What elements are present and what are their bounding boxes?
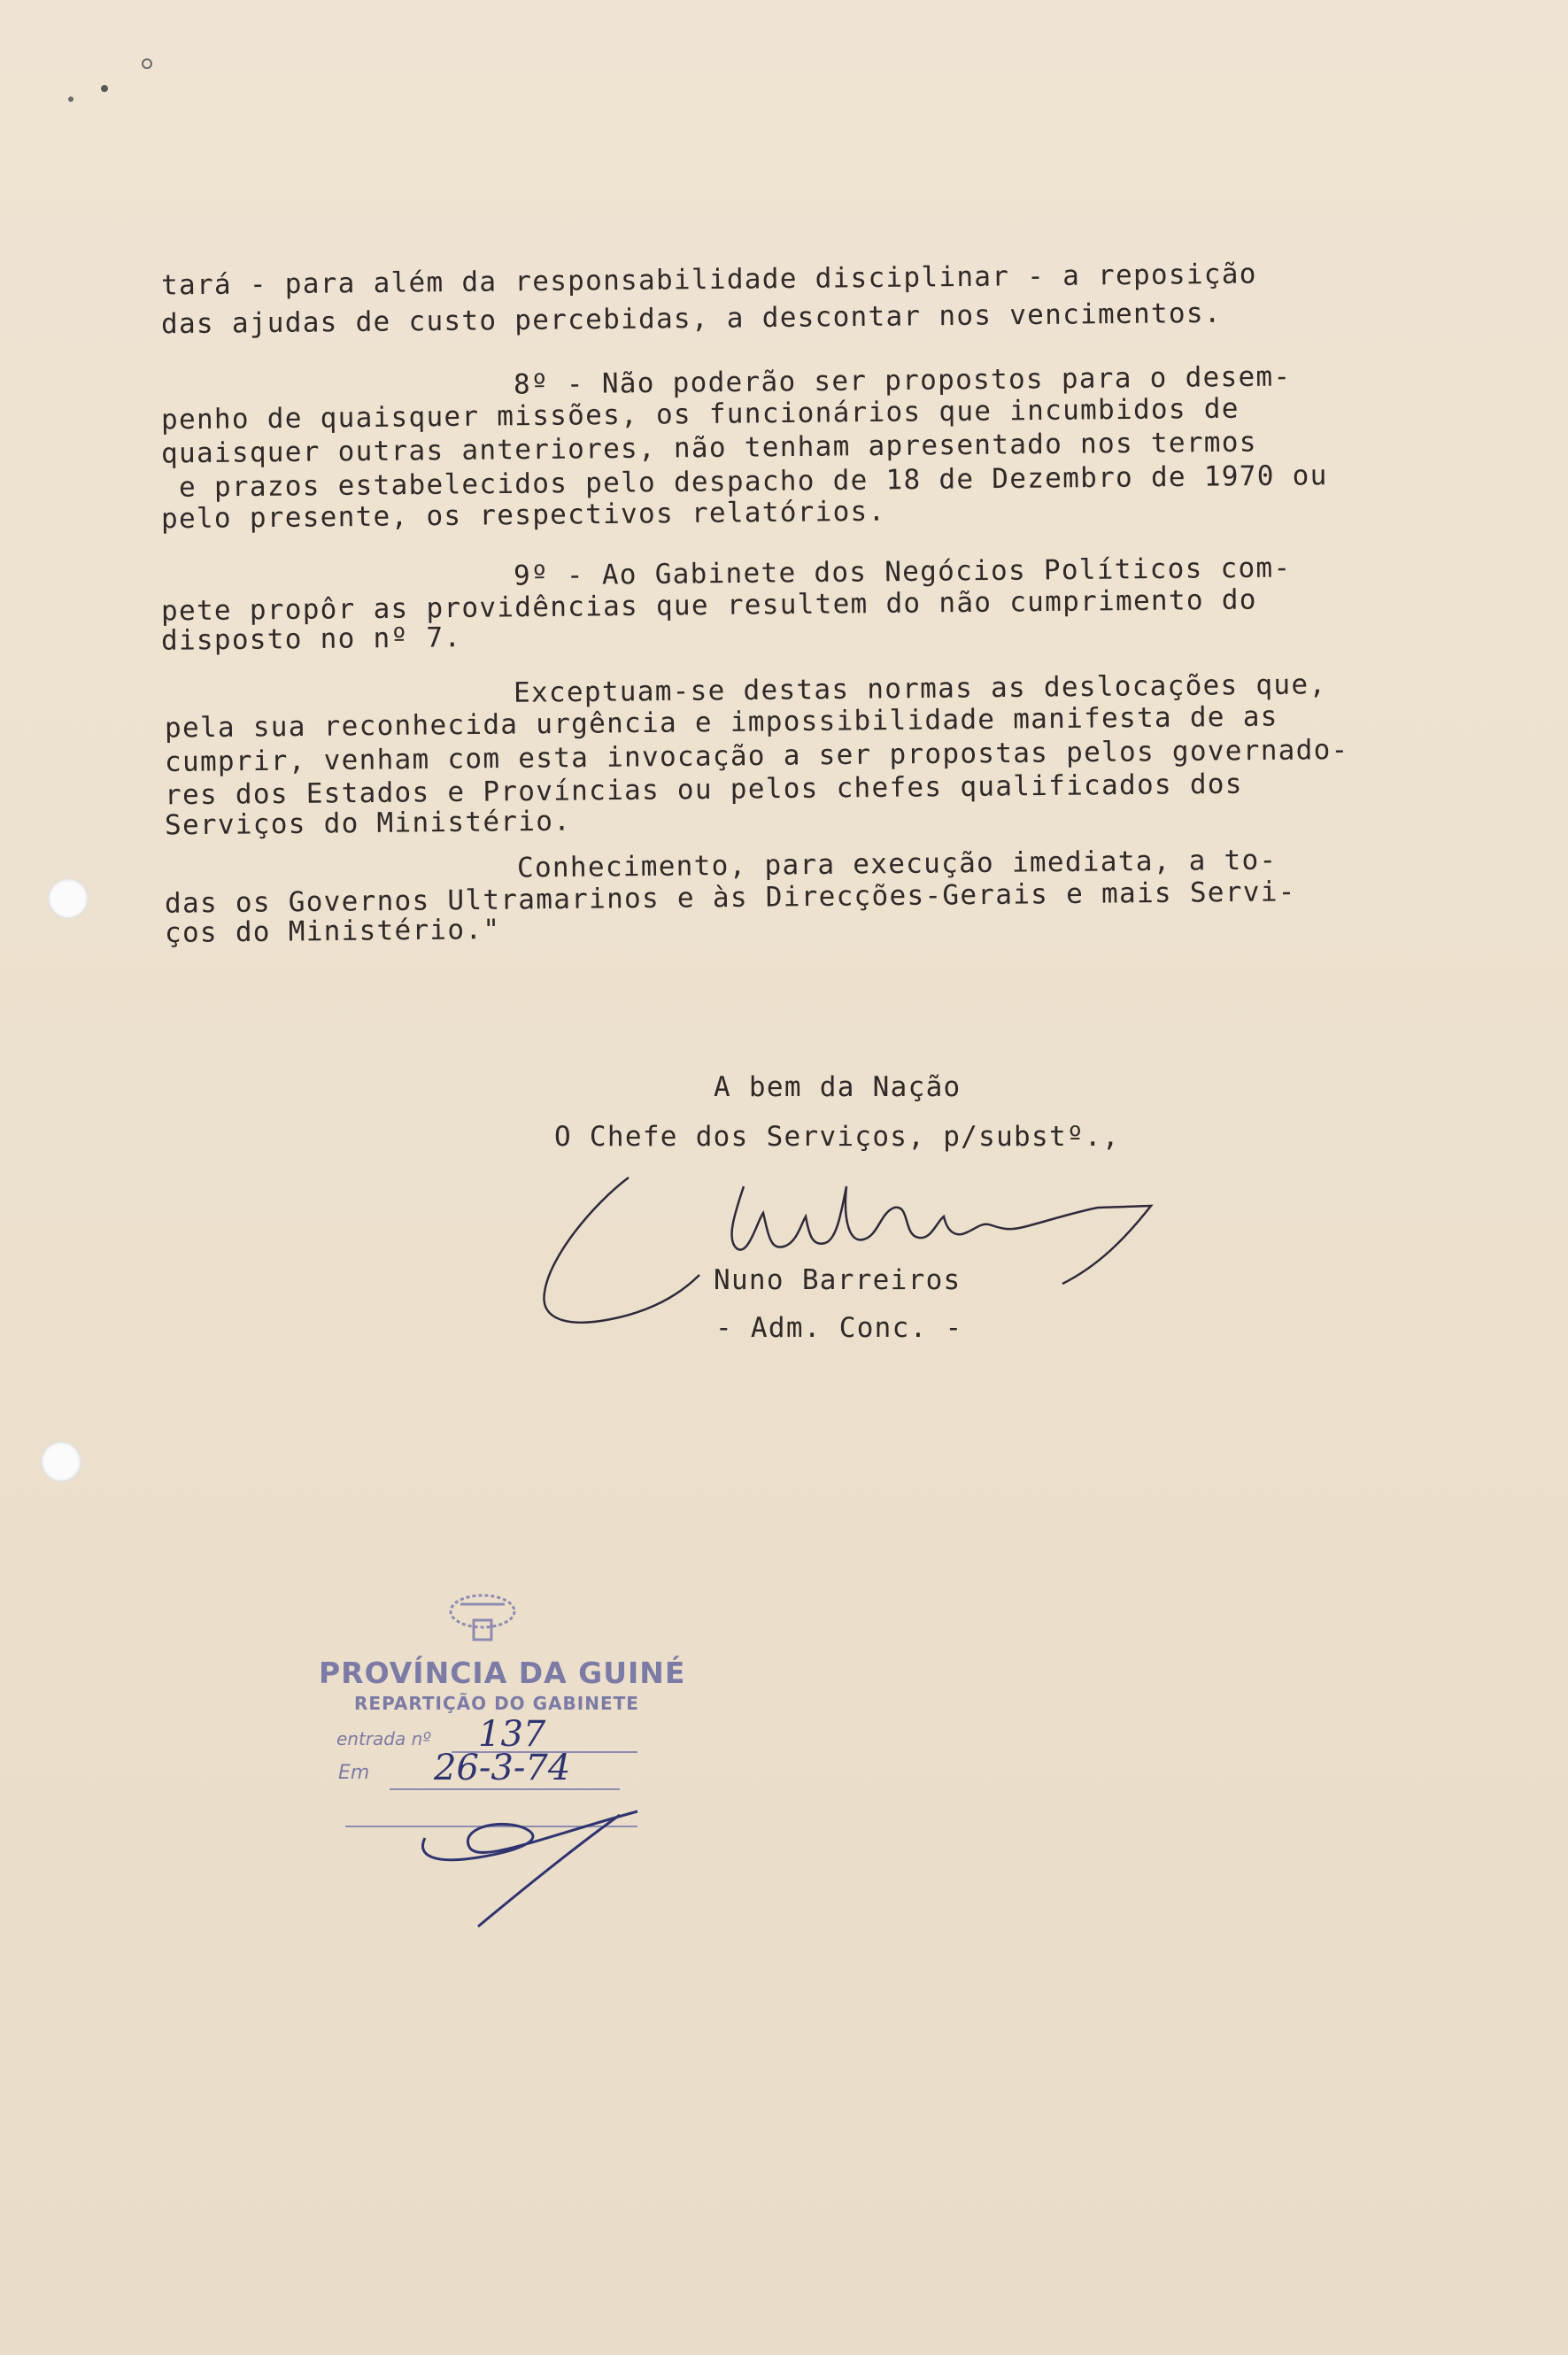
paragraph-line: 8º - Não poderão ser propostos para o desem- — [513, 360, 1292, 401]
stamp-entry-label: entrada nº — [336, 1728, 431, 1749]
stamp-province: PROVÍNCIA DA GUINÉ — [319, 1656, 686, 1690]
signatory-name: Nuno Barreiros — [714, 1264, 962, 1296]
paragraph-line: res dos Estados e Províncias ou pelos chefes qualificados dos — [164, 768, 1243, 812]
stamp-date-underline — [390, 1788, 620, 1790]
initials-signature — [407, 1803, 655, 1935]
paragraph-line: pela sua reconhecida urgência e impossibilidade manifesta de as — [164, 700, 1278, 745]
handwritten-signature — [531, 1151, 1240, 1349]
paragraph-line: cumprir, venham com esta invocação a ser propostas pelos governado- — [164, 733, 1349, 779]
stamp-office: REPARTIÇÃO DO GABINETE — [354, 1693, 639, 1714]
paragraph-line: das ajudas de custo percebidas, a descontar nos vencimentos. — [160, 297, 1222, 341]
paragraph-line: disposto no nº 7. — [160, 622, 462, 657]
stamp-date-value: 26-3-74 — [434, 1748, 571, 1788]
office-stamp — [319, 1585, 686, 1939]
paragraph-line: Conhecimento, para execução imediata, a to- — [516, 844, 1278, 884]
signatory-role: O Chefe dos Serviços, p/substº., — [554, 1121, 1120, 1153]
paragraph-line: pelo presente, os respectivos relatórios. — [160, 495, 886, 536]
punch-hole-top — [48, 878, 89, 919]
paragraph-line: ços do Ministério." — [164, 914, 501, 949]
paragraph-line: e prazos estabelecidos pelo despacho de 18 de Dezembro de 1970 ou — [178, 459, 1328, 504]
stamp-date-label: Em — [338, 1762, 370, 1784]
paragraph-line: quaisquer outras anteriores, não tenham apresentado nos termos — [160, 426, 1257, 470]
coat-of-arms-icon — [443, 1585, 522, 1647]
paragraph-line: penho de quaisquer missões, os funcionários que incumbidos de — [160, 392, 1240, 436]
paragraph-line: tará - para além da responsabilidade disciplinar - a reposição — [160, 258, 1257, 302]
paper-marks — [62, 53, 168, 120]
salutation: A bem da Nação — [714, 1071, 962, 1103]
paragraph-line: pete propôr as providências que resultem do não cumprimento do — [160, 583, 1257, 628]
signatory-title: - Adm. Conc. - — [715, 1312, 963, 1344]
paragraph-line: 9º - Ao Gabinete dos Negócios Políticos com- — [513, 552, 1292, 592]
paragraph-line: Exceptuam-se destas normas as deslocações que, — [513, 668, 1327, 709]
paragraph-line: Serviços do Ministério. — [164, 805, 572, 842]
paragraph-line: das os Governos Ultramarinos e às Direcções-Gerais e mais Servi- — [164, 876, 1296, 920]
punch-hole-bottom — [41, 1441, 81, 1482]
stamp-entry-number: 137 — [478, 1714, 546, 1755]
